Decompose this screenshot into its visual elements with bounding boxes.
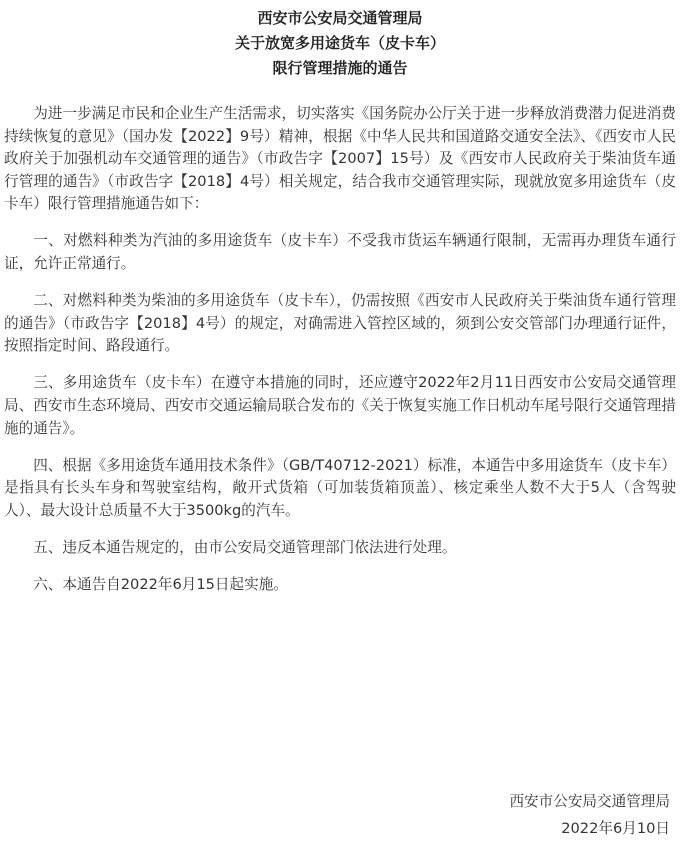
title-subject: 关于放宽多用途货车（皮卡车） xyxy=(234,34,445,52)
notice-title xyxy=(4,6,676,81)
title-issuer: 西安市公安局交通管理局 xyxy=(257,9,423,27)
clause-1: 一、对燃料种类为汽油的多用途货车（皮卡车）不受我市货运车辆通行限制，无需再办理货车通行证，允许正常通行。 xyxy=(4,232,676,273)
signature-organization: 西安市公安局交通管理局 xyxy=(509,793,670,810)
clause-4: 四、根据《多用途货车通用技术条件》（GB/T40712-2021）标准，本通告中多用途货车（皮卡车）是指具有长头车身和驾驶室结构，敞开式货箱（可加装货箱顶盖）、核定乘坐人数不大于5人（含驾驶人）、最大设计总质量不大于3500kg的汽车。 xyxy=(4,456,676,519)
signature-date: 2022年6月10日 xyxy=(561,820,670,837)
intro-paragraph: 为进一步满足市民和企业生产生活需求，切实落实《国务院办公厅关于进一步释放消费潜力促进消费持续恢复的意见》（国办发【2022】9号）精神，根据《中华人民共和国道路交通安全法》、《西安市人民政府关于加强机动车交通管理的通告》（市政告字【2007】15号）及《西安市人民政府关于柴油货车通行管理的通告》（市政告字【2018】4号）相关规定，结合我市交通管理实际，现就放宽多用途货车（皮卡车）限行管理措施通告如下： xyxy=(4,105,676,213)
clause-2: 二、对燃料种类为柴油的多用途货车（皮卡车），仍需按照《西安市人民政府关于柴油货车通行管理的通告》（市政告字【2018】4号）的规定，对确需进入管控区域的，须到公安交管部门办理通行证件，按照指定时间、路段通行。 xyxy=(4,292,676,355)
clause-5: 五、违反本通告规定的，由市公安局交通管理部门依法进行处理。 xyxy=(33,539,457,556)
title-measure: 限行管理措施的通告 xyxy=(272,59,408,77)
clause-6: 六、本通告自2022年6月15日起实施。 xyxy=(33,576,288,594)
clause-3: 三、多用途货车（皮卡车）在遵守本措施的同时，还应遵守2022年2月11日西安市公安局交通管理局、西安市生态环境局、西安市交通运输局联合发布的《关于恢复实施工作日机动车尾号限行交通管理措施的通告》。 xyxy=(4,374,676,437)
notice-body xyxy=(4,103,676,597)
